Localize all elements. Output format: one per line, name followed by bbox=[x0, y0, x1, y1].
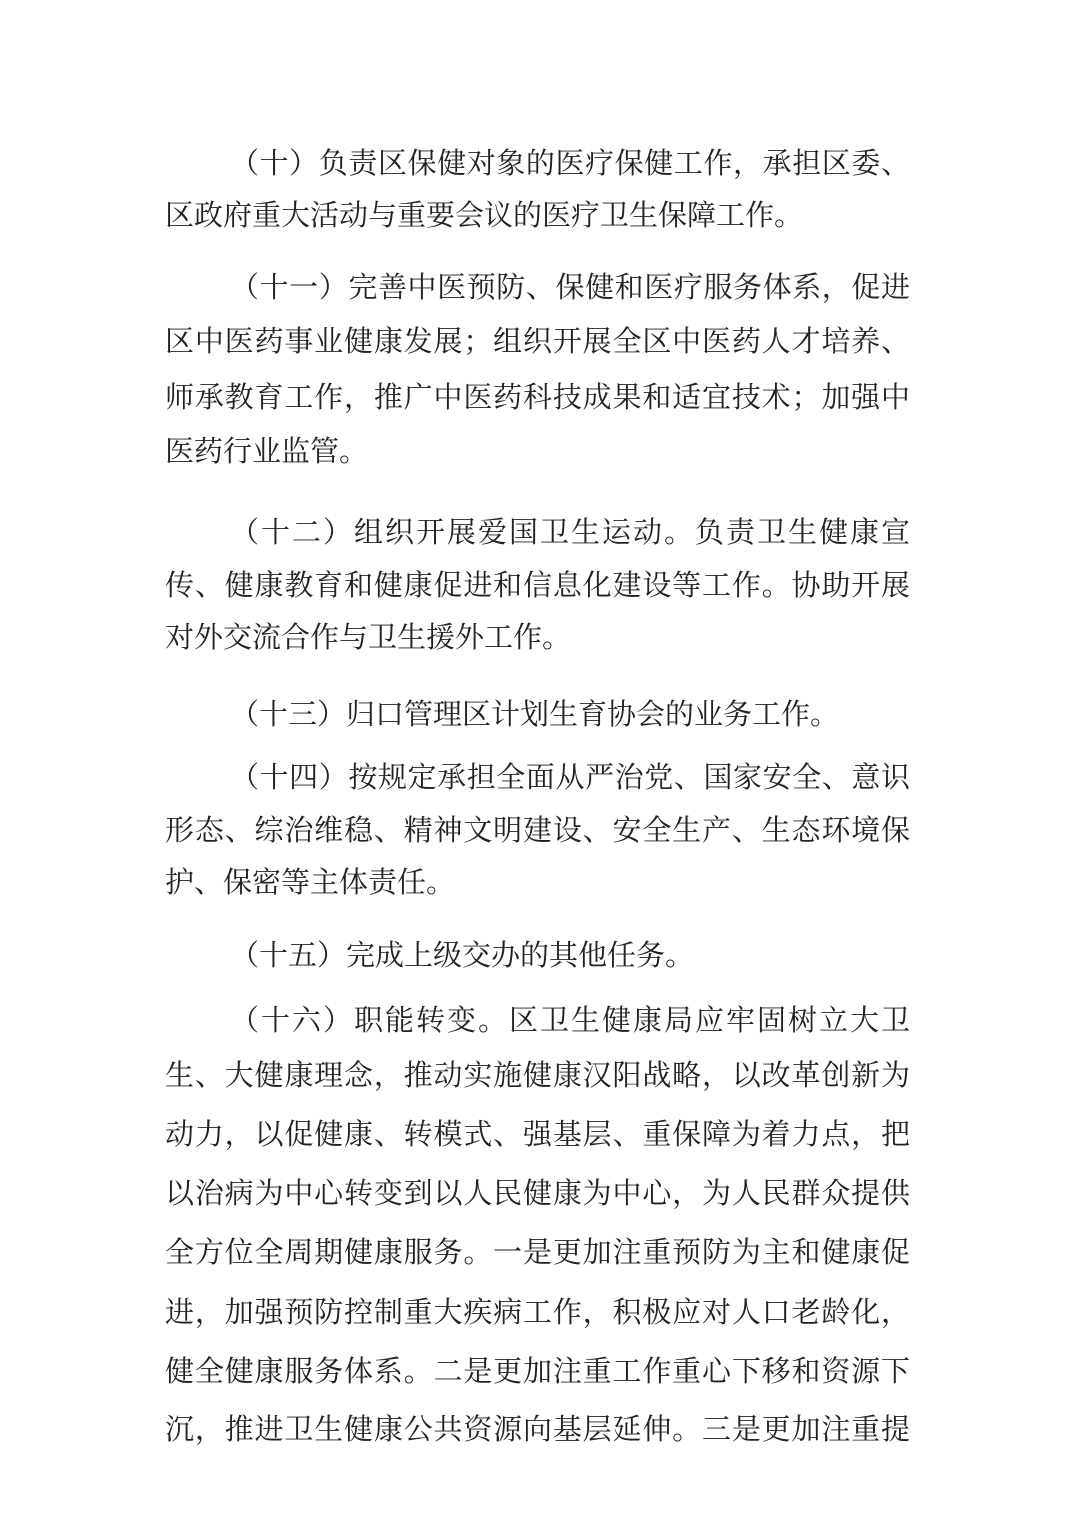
text-line: （十三）归口管理区计划生育协会的业务工作。 bbox=[230, 697, 840, 731]
text-line: 区中医药事业健康发展；组织开展全区中医药人才培养、 bbox=[165, 324, 910, 358]
text-line: 师承教育工作，推广中医药科技成果和适宜技术；加强中 bbox=[165, 380, 910, 414]
text-line: （十四）按规定承担全面从严治党、国家安全、意识 bbox=[230, 760, 910, 794]
text-line: （十六）职能转变。区卫生健康局应牢固树立大卫 bbox=[230, 1003, 910, 1037]
text-line: （十）负责区保健对象的医疗保健工作，承担区委、 bbox=[230, 146, 910, 180]
text-line: 区政府重大活动与重要会议的医疗卫生保障工作。 bbox=[165, 198, 804, 232]
text-line: 对外交流合作与卫生援外工作。 bbox=[165, 620, 572, 654]
text-line: （十二）组织开展爱国卫生运动。负责卫生健康宣 bbox=[230, 515, 910, 549]
text-line: 传、健康教育和健康促进和信息化建设等工作。协助开展 bbox=[165, 568, 910, 602]
text-line: 医药行业监管。 bbox=[165, 434, 369, 468]
text-line: 进，加强预防控制重大疾病工作，积极应对人口老龄化， bbox=[165, 1295, 910, 1329]
text-line: 沉，推进卫生健康公共资源向基层延伸。三是更加注重提 bbox=[165, 1412, 910, 1446]
text-line: 以治病为中心转变到以人民健康为中心，为人民群众提供 bbox=[165, 1176, 910, 1210]
text-line: 动力，以促健康、转模式、强基层、重保障为着力点，把 bbox=[165, 1117, 910, 1151]
text-line: 健全健康服务体系。二是更加注重工作重心下移和资源下 bbox=[165, 1354, 910, 1388]
text-line: 护、保密等主体责任。 bbox=[165, 865, 456, 899]
text-line: 形态、综治维稳、精神文明建设、安全生产、生态环境保 bbox=[165, 813, 910, 847]
text-line: 生、大健康理念，推动实施健康汉阳战略，以改革创新为 bbox=[165, 1058, 910, 1092]
text-line: 全方位全周期健康服务。一是更加注重预防为主和健康促 bbox=[165, 1235, 910, 1269]
text-line: （十五）完成上级交办的其他任务。 bbox=[230, 938, 695, 972]
text-line: （十一）完善中医预防、保健和医疗服务体系，促进 bbox=[230, 270, 910, 304]
